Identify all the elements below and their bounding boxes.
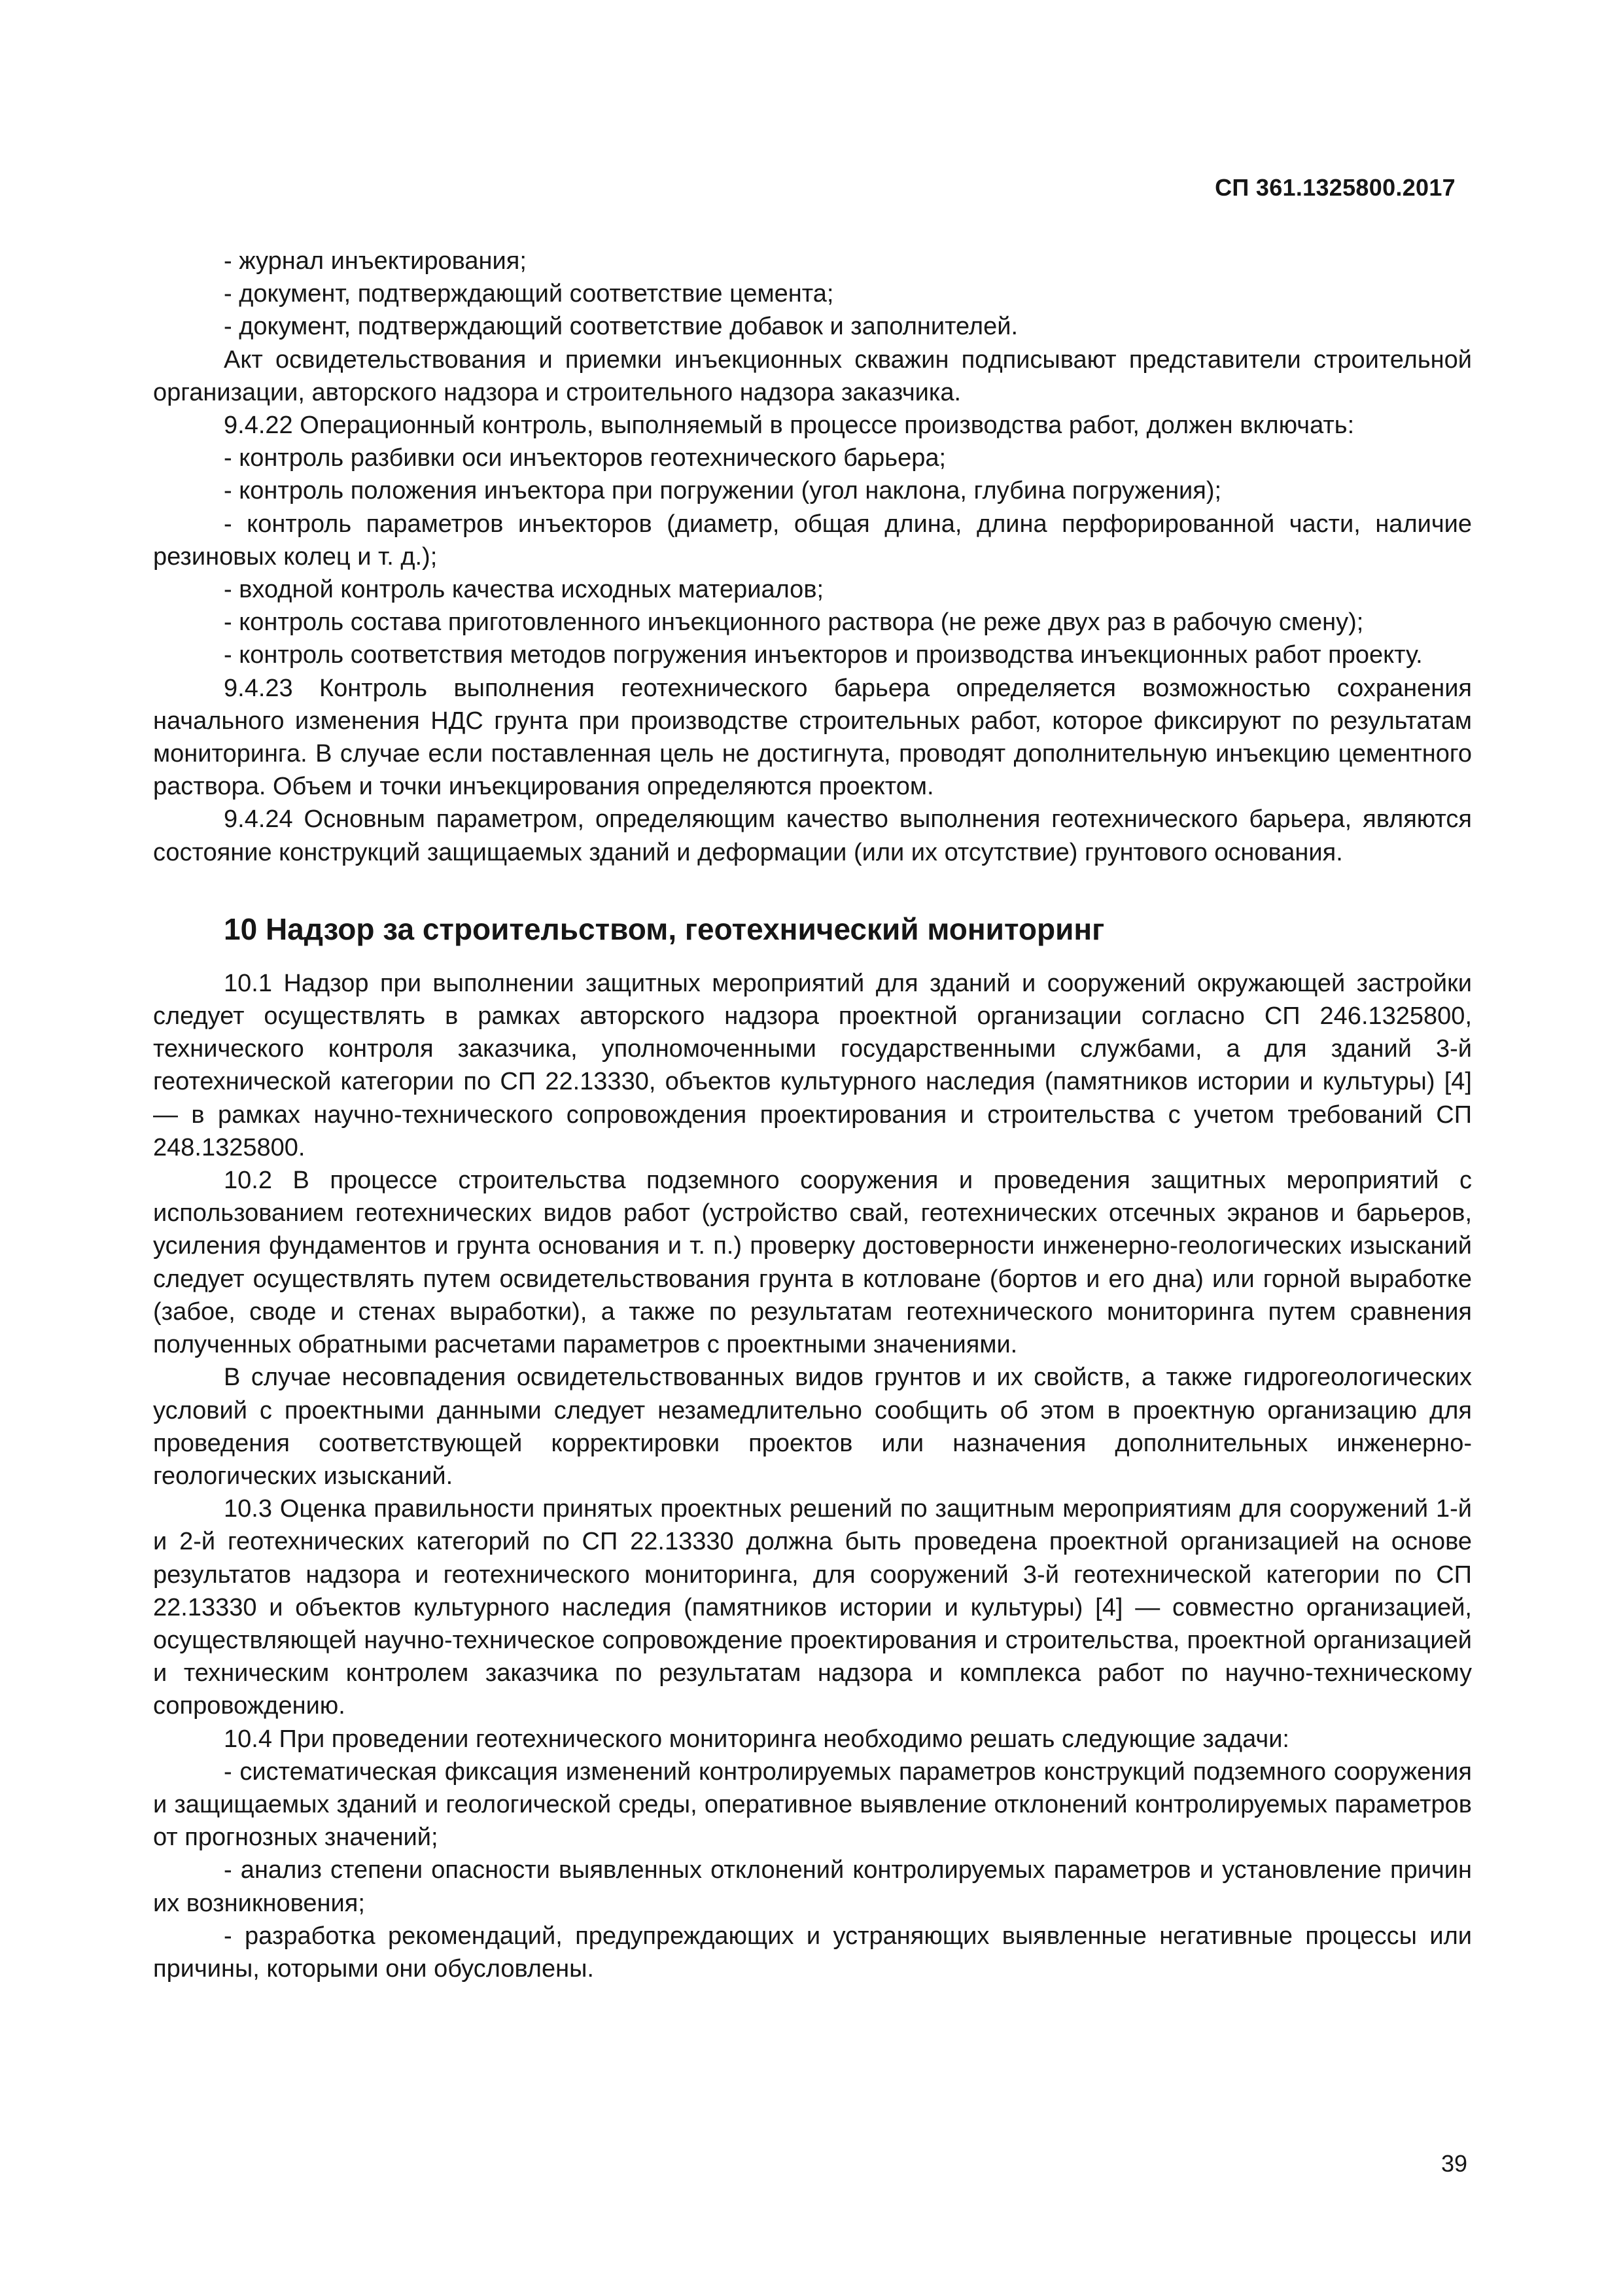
paragraph: 9.4.23 Контроль выполнения геотехнического барьера определяется возможностью сохранения начального изменения НДС грунта при производстве строительных работ, которое фиксируют по результатам мониторинга. В случае если поставленная цель не достигнута, проводят дополнительную инъекцию цементного раствора. Объем и точки инъекцирования определяются проектом. [153,674,1472,801]
paragraph: - контроль состава приготовленного инъекционного раствора (не реже двух раз в рабочую смену); [224,609,1364,637]
paragraph: - контроль соответствия методов погружения инъекторов и производства инъекционных работ проекту. [224,641,1423,669]
document-code: СП 361.1325800.2017 [1215,174,1456,201]
paragraph: - контроль параметров инъекторов (диаметр, общая длина, длина перфорированной части, наличие резиновых колец и т. д.); [153,510,1472,571]
paragraph: 9.4.22 Операционный контроль, выполняемый в процессе производства работ, должен включать: [224,412,1355,440]
paragraph: 10.2 В процессе строительства подземного сооружения и проведения защитных мероприятий с использованием геотехнических видов работ (устройство свай, геотехнических отсечных экранов и барьеров, усиления фундаментов и грунта основания и т. п.) проверку достоверности инженерно-геологических изысканий следует осуществлять путем освидетельствования грунта в котловане (бортов и его дна) или горной выработке (забое, своде и стенах выработки), а также по результатам геотехнического мониторинга путем сравнения полученных обратными расчетами параметров с проектными значениями. [153,1167,1472,1359]
paragraph: - документ, подтверждающий соответствие добавок и заполнителей. [224,313,1019,341]
paragraphs-before-section [153,245,1472,869]
paragraph: - контроль разбивки оси инъекторов геотехнического барьера; [224,444,947,472]
paragraph: В случае несовпадения освидетельствованных видов грунтов и их свойств, а также гидрогеологических условий с проектными данными следует незамедлительно сообщить об этом в проектную организацию для проведения соответствующей корректировки проектов или назначения дополнительных инженерно-геологических изысканий. [153,1364,1472,1490]
page-content [153,245,1472,1985]
paragraph: - анализ степени опасности выявленных отклонений контролируемых параметров и установление причин их возникновения; [153,1856,1472,1917]
paragraph: - документ, подтверждающий соответствие цемента; [224,280,834,308]
paragraph: - журнал инъектирования; [224,247,527,275]
paragraph: 10.3 Оценка правильности принятых проектных решений по защитным мероприятиям для сооружений 1-й и 2-й геотехнических категорий по СП 22.13330 должна быть проведена проектной организацией на основе результатов надзора и геотехнического мониторинга, для сооружений 3-й геотехнической категории по СП 22.13330 и объектов культурного наследия (памятников истории и культуры) [4] — совместно организацией, осуществляющей научно-техническое сопровождение проектирования и строительства, проектной организацией и техническим контролем заказчика по результатам надзора и комплекса работ по научно-техническому сопровождению. [153,1495,1472,1720]
paragraph: 10.4 При проведении геотехнического мониторинга необходимо решать следующие задачи: [224,1725,1289,1753]
section-heading: 10 Надзор за строительством, геотехнический мониторинг [224,911,1105,946]
paragraph: Акт освидетельствования и приемки инъекционных скважин подписывают представители строительной организации, авторского надзора и строительного надзора заказчика. [153,345,1472,406]
paragraph: - входной контроль качества исходных материалов; [224,576,824,604]
paragraphs-after-section [153,967,1472,1985]
page-number: 39 [1440,2150,1467,2177]
paragraph: - контроль положения инъектора при погружении (угол наклона, глубина погружения); [224,477,1222,505]
paragraph: 10.1 Надзор при выполнении защитных мероприятий для зданий и сооружений окружающей застройки следует осуществлять в рамках авторского надзора проектной организации согласно СП 246.1325800, технического контроля заказчика, уполномоченными государственными службами, а для зданий 3-й геотехнической категории по СП 22.13330, объектов культурного наследия (памятников истории и культуры) [4] — в рамках научно-технического сопровождения проектирования и строительства с учетом требований СП 248.1325800. [153,969,1472,1161]
paragraph: 9.4.24 Основным параметром, определяющим качество выполнения геотехнического барьера, являются состояние конструкций защищаемых зданий и деформации (или их отсутствие) грунтового основания. [153,805,1472,866]
paragraph: - разработка рекомендаций, предупреждающих и устраняющих выявленные негативные процессы или причины, которыми они обусловлены. [153,1922,1472,1983]
paragraph: - систематическая фиксация изменений контролируемых параметров конструкций подземного сооружения и защищаемых зданий и геологической среды, оперативное выявление отклонений контролируемых параметров от прогнозных значений; [153,1757,1472,1852]
